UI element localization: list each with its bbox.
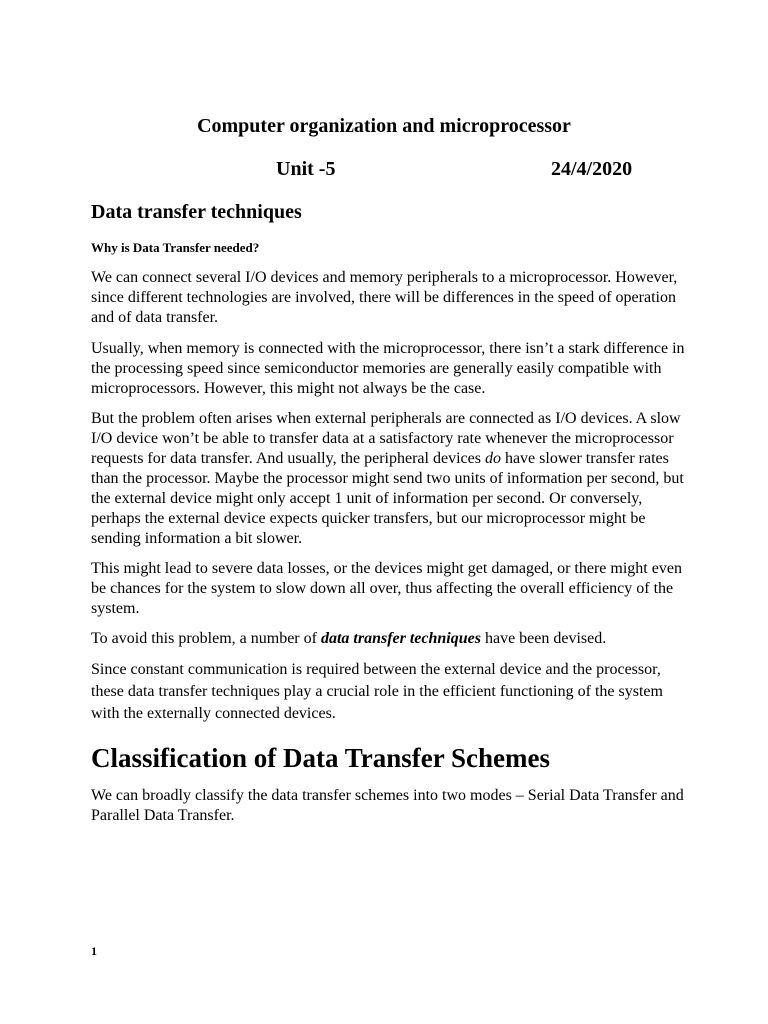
paragraph-3-part-b: have slower transfer rates than the processor. Maybe the processor might send two units of information per second, but the external device might only accept 1 unit of information per second. Or conversely, perhaps the external device expects quicker transfers, but our microprocessor might be sending information a bit slower. bbox=[91, 450, 684, 547]
paragraph-1: We can connect several I/O devices and memory peripherals to a microprocessor. However, since different technologies are involved, there will be differences in the speed of operation and of data transfer. bbox=[91, 269, 678, 326]
classification-heading: Classification of Data Transfer Schemes bbox=[91, 743, 550, 773]
paragraph-5 bbox=[91, 629, 691, 649]
paragraph-5-part-a: To avoid this problem, a number of bbox=[91, 630, 321, 647]
date-label: 24/4/2020 bbox=[551, 158, 633, 180]
subheading: Why is Data Transfer needed? bbox=[91, 240, 260, 255]
paragraph-4: This might lead to severe data losses, or the devices might get damaged, or there might even be chances for the system to slow down all over, thus affecting the overall efficiency of the system. bbox=[91, 560, 682, 617]
paragraph-6: Since constant communication is required between the external device and the processor, these data transfer techniques play a crucial role in the efficient functioning of the system with the externally connected devices. bbox=[91, 661, 663, 722]
paragraph-5-part-b: have been devised. bbox=[480, 630, 607, 647]
document-title: Computer organization and microprocessor bbox=[197, 115, 571, 137]
paragraph-7: We can broadly classify the data transfer schemes into two modes – Serial Data Transfer and Parallel Data Transfer. bbox=[91, 787, 684, 824]
unit-label: Unit -5 bbox=[276, 158, 336, 180]
paragraph-2: Usually, when memory is connected with the microprocessor, there isn’t a stark difference in the processing speed since semiconductor memories are generally easily compatible with microprocessors. However, this might not always be the case. bbox=[91, 340, 685, 397]
page-number: 1 bbox=[91, 944, 97, 958]
paragraph-3-emphasis: do bbox=[484, 450, 501, 467]
section-heading: Data transfer techniques bbox=[91, 201, 302, 223]
paragraph-5-emphasis: data transfer techniques bbox=[320, 630, 481, 647]
paragraph-3-part-a: But the problem often arises when external peripherals are connected as I/O devices. A slow I/O device won’t be able to transfer data at a satisfactory rate whenever the microprocessor requests for data transfer. And usually, the peripheral devices bbox=[91, 410, 681, 467]
paragraph-3 bbox=[91, 409, 691, 549]
